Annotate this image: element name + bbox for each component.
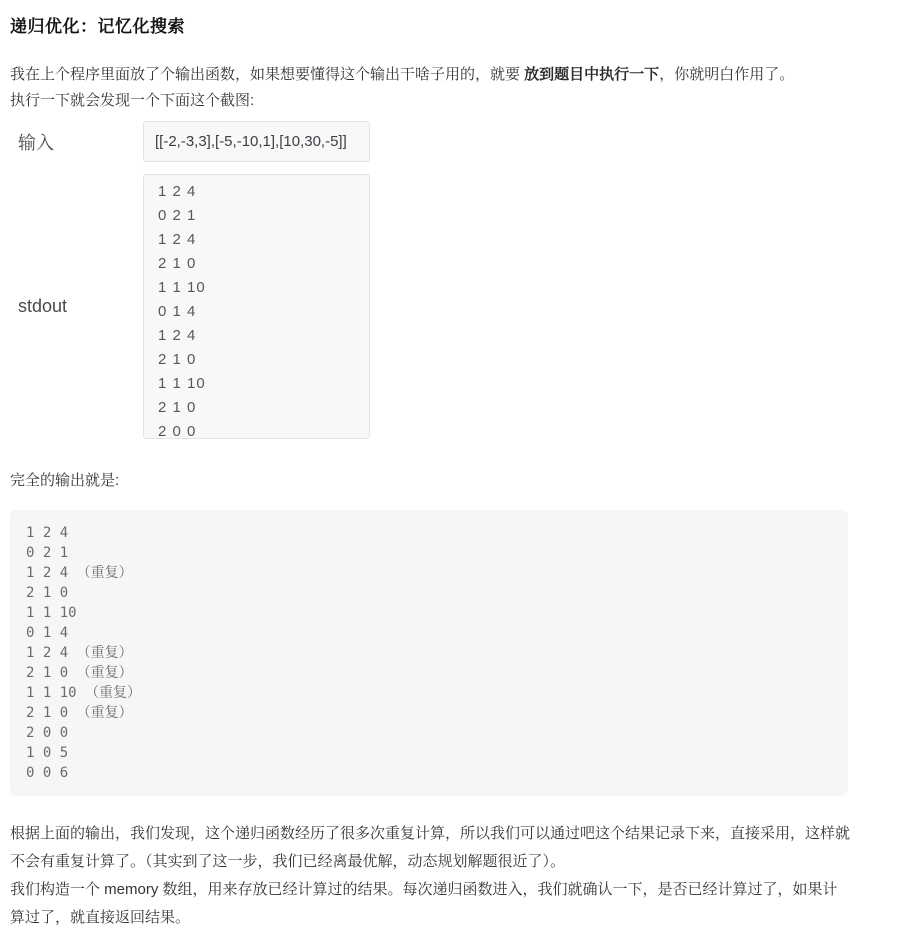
- input-field[interactable]: [[-2,-3,3],[-5,-10,1],[10,30,-5]]: [143, 121, 370, 162]
- code-line: 2 1 0 （重复）: [26, 665, 133, 681]
- stdout-line: 0 1 4: [158, 303, 197, 320]
- conclusion-paragraph-2: 我们构造一个 memory 数组，用来存放已经计算过的结果。每次递归函数进入，我们就确认一下，是否已经计算过了，如果计算过了，就直接返回结果。: [10, 881, 838, 926]
- page-title: 递归优化：记忆化搜索: [10, 17, 185, 36]
- stdout-line: 2 1 0: [158, 255, 197, 272]
- stdout-line: 1 2 4: [158, 327, 197, 344]
- stdout-output-box: [143, 174, 370, 439]
- conclusion-paragraph-1: 根据上面的输出，我们发现，这个递归函数经历了很多次重复计算，所以我们可以通过吧这个结果记录下来，直接采用，这样就不会有重复计算了。（其实到了这一步，我们已经离最优解，动态规划解题很近了）。: [10, 825, 851, 870]
- code-line: 1 2 4 （重复）: [26, 645, 133, 661]
- full-output-code-block: [10, 510, 848, 796]
- code-line: 1 1 10: [26, 605, 77, 621]
- code-line: 1 2 4: [26, 525, 69, 541]
- code-line: 1 2 4 （重复）: [26, 565, 133, 581]
- conclusion-section: [10, 820, 850, 932]
- code-line: 0 0 6: [26, 765, 69, 781]
- stdout-line: 1 2 4: [158, 231, 197, 248]
- stdout-line: 1 2 4: [158, 183, 197, 200]
- intro-text-bold: 放到题目中执行一下: [524, 66, 660, 83]
- code-line: 1 1 10 （重复）: [26, 685, 142, 701]
- code-line: 0 1 4: [26, 625, 69, 641]
- intro-text-line2: 执行一下就会发现一个下面这个截图:: [10, 92, 255, 109]
- stdout-line: 1 1 10: [158, 375, 206, 392]
- code-line: 2 0 0: [26, 725, 69, 741]
- intro-text-pre: 我在上个程序里面放了个输出函数，如果想要懂得这个输出干啥子用的，就要: [10, 66, 525, 83]
- stdout-line: 2 1 0: [158, 351, 197, 368]
- stdout-line: 0 2 1: [158, 207, 197, 224]
- full-output-intro: 完全的输出就是:: [10, 472, 120, 489]
- code-line: 2 1 0 （重复）: [26, 705, 133, 721]
- code-line: 2 1 0: [26, 585, 69, 601]
- code-line: 0 2 1: [26, 545, 69, 561]
- stdout-label: stdout: [18, 296, 68, 316]
- input-label: 输入: [18, 132, 54, 153]
- stdout-line: 1 1 10: [158, 279, 206, 296]
- intro-text-post: ，你就明白作用了。: [659, 66, 795, 83]
- stdout-line: 2 0 0: [158, 423, 197, 439]
- stdout-line: 2 1 0: [158, 399, 197, 416]
- code-line: 1 0 5: [26, 745, 69, 761]
- io-screenshot-section: [10, 121, 848, 439]
- intro-paragraph: [10, 62, 848, 114]
